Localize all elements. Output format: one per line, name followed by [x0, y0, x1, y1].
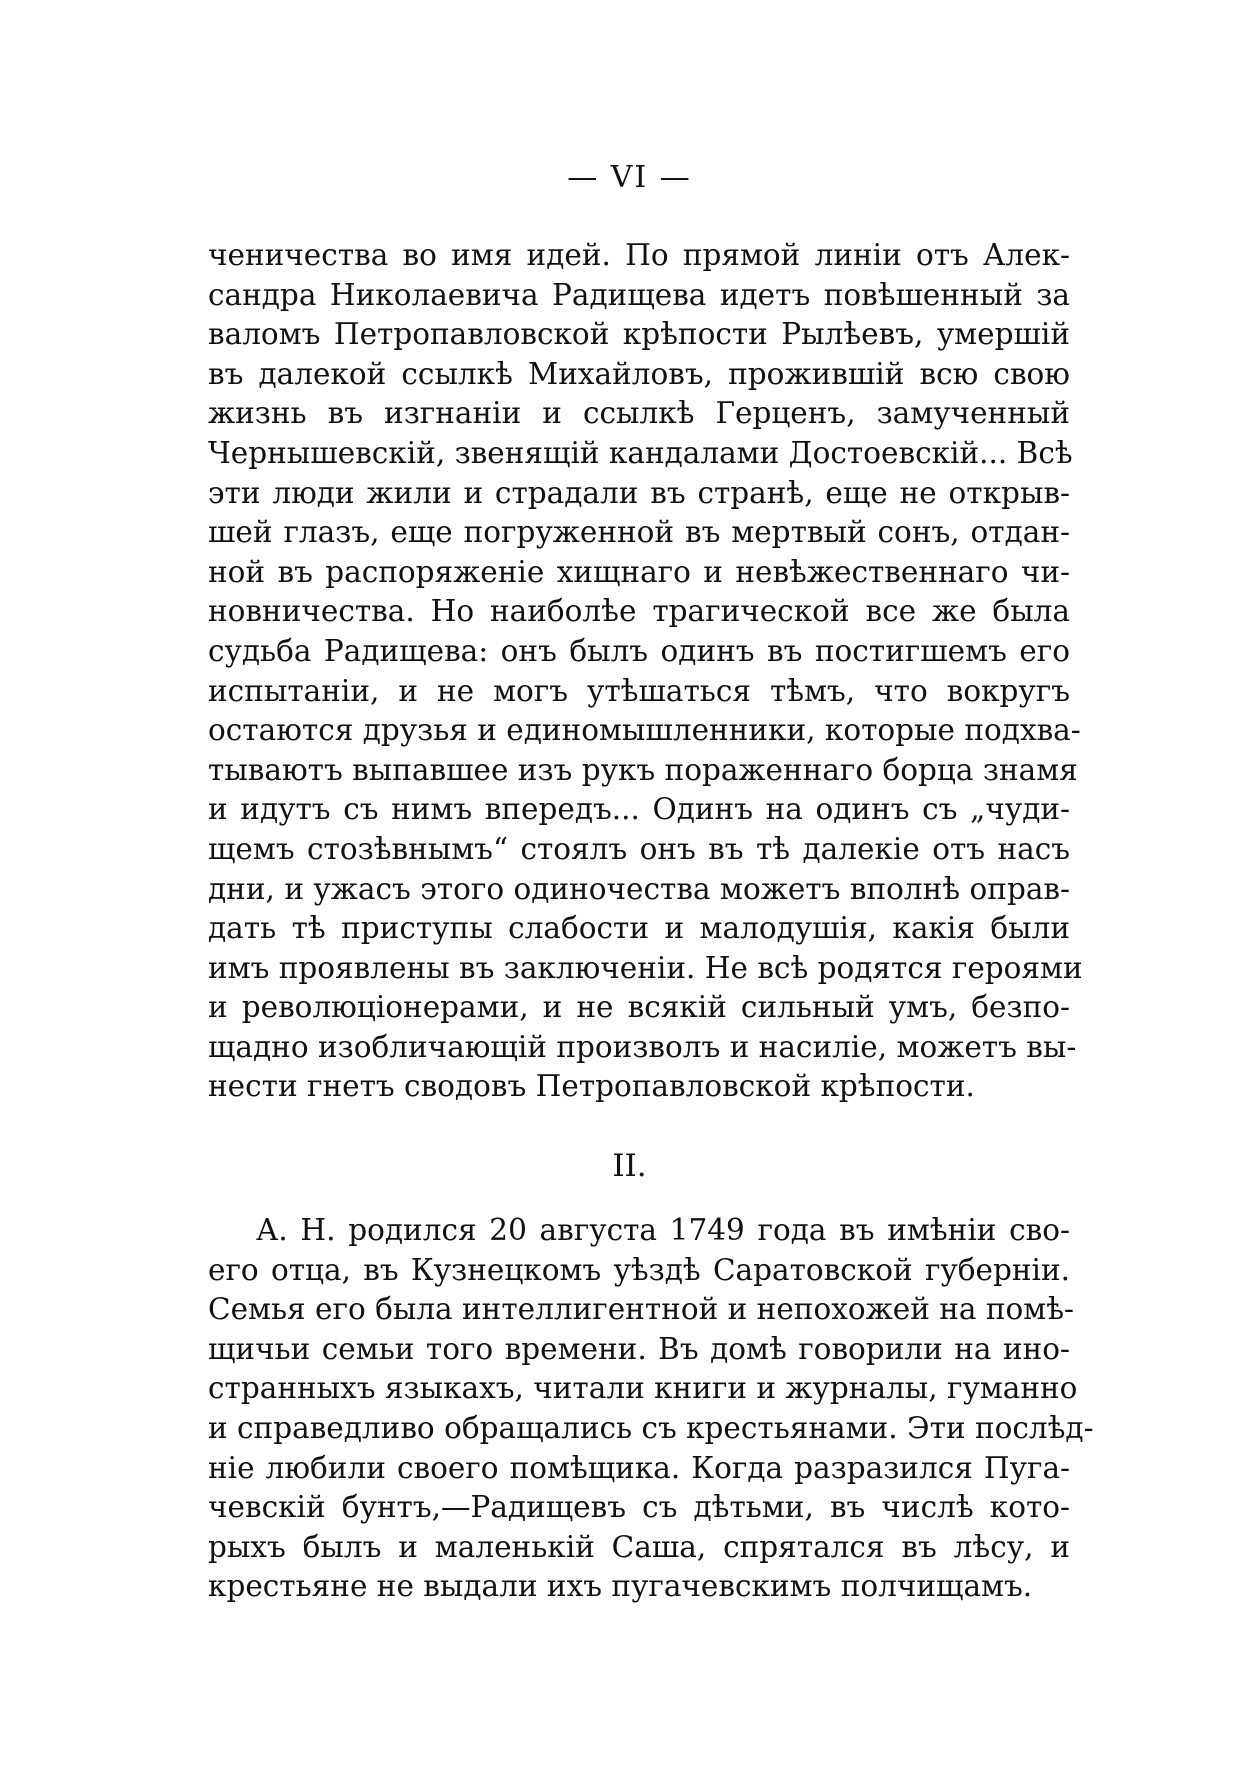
paragraph [208, 1211, 1094, 1607]
text-line: эти люди жили и страдали въ странѣ, еще не открыв- [208, 475, 1070, 510]
text-line: его отца, въ Кузнецкомъ уѣздѣ Саратовской губерніи. [208, 1252, 1070, 1287]
text-line: дать тѣ приступы слабости и малодушія, какія были [208, 911, 1070, 946]
text-line: дни, и ужасъ этого одиночества можетъ вполнѣ оправ- [208, 871, 1070, 906]
text-line: Семья его была интеллигентной и непохожей на помѣ- [208, 1292, 1074, 1327]
text-line: сандра Николаевича Радищева идетъ повѣшенный за [208, 277, 1070, 312]
text-line: валомъ Петропавловской крѣпости Рылѣевъ, умершій [208, 317, 1070, 352]
page-number: — VI — [567, 160, 692, 195]
text-line: крестьяне не выдали ихъ пугачевскимъ полчищамъ. [208, 1569, 1033, 1604]
text-line: имъ проявлены въ заключеніи. Не всѣ родятся героями [208, 950, 1083, 985]
text-line: ной въ распоряженіе хищнаго и невѣжественнаго чи- [208, 554, 1070, 589]
text-line: Чернышевскій, звенящій кандалами Достоевскій... Всѣ [208, 435, 1073, 470]
text-line: и справедливо обращались съ крестьянами. Эти послѣд- [208, 1410, 1094, 1445]
text-line: нести гнетъ сводовъ Петропавловской крѣпости. [208, 1069, 975, 1104]
text-line: ченичества во имя идей. По прямой линіи отъ Алек- [208, 238, 1070, 272]
text-line: судьба Радищева: онъ былъ одинъ въ постигшемъ его [208, 633, 1070, 668]
text-line: тываютъ выпавшее изъ рукъ пораженнаго борца знамя [208, 752, 1078, 787]
text-line: странныхъ языкахъ, читали книги и журналы, гуманно [208, 1371, 1078, 1406]
text-line: ніе любили своего помѣщика. Когда разразился Пуга- [208, 1450, 1070, 1485]
text-line: щадно изобличающій произволъ и насиліе, можетъ вы- [208, 1029, 1077, 1064]
text-line: и революціонерами, и не всякій сильный умъ, безпо- [208, 990, 1070, 1025]
text-line: и идутъ съ нимъ впередъ... Одинъ на одинъ съ „чуди- [208, 792, 1070, 827]
text-line: остаются друзья и единомышленники, которые подхва- [208, 713, 1081, 748]
text-line: А. Н. родился 20 августа 1749 года въ имѣніи сво- [256, 1213, 1070, 1247]
text-line: жизнь въ изгнаніи и ссылкѣ Герценъ, замученный [208, 396, 1070, 431]
paragraph-continuation [208, 236, 1083, 1107]
text-line: рыхъ былъ и маленькій Саша, спрятался въ лѣсу, и [208, 1529, 1070, 1564]
text-line: чевскій бунтъ,—Радищевъ съ дѣтьми, въ числѣ кото- [208, 1490, 1070, 1525]
text-line: шей глазъ, еще погруженной въ мертвый сонъ, отдан- [208, 515, 1070, 550]
text-line: испытаніи, и не могъ утѣшаться тѣмъ, что вокругъ [208, 673, 1070, 708]
section-heading: II. [612, 1148, 647, 1184]
text-line: въ далекой ссылкѣ Михайловъ, прожившій всю свою [208, 356, 1070, 391]
text-line: щичьи семьи того времени. Въ домѣ говорили на ино- [208, 1331, 1070, 1366]
text-line: новничества. Но наиболѣе трагической все же была [208, 594, 1070, 629]
text-line: щемъ стозѣвнымъ“ стоялъ онъ въ тѣ далекіе отъ насъ [208, 831, 1070, 866]
